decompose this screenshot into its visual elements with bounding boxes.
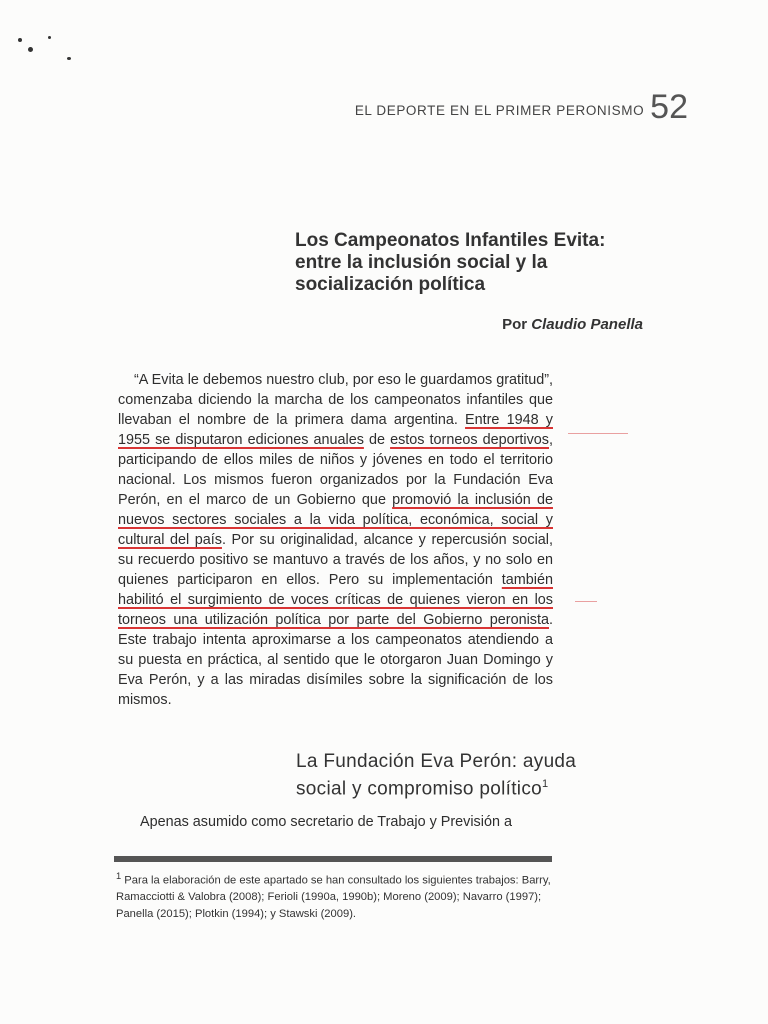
underlined-passage: también habilitó el surgimiento de voces críticas de quienes vieron en los torneos una utilización política por parte del Gobierno peronista bbox=[118, 572, 553, 628]
section-heading-text: La Fundación Eva Perón: ayuda social y compromiso político bbox=[296, 751, 577, 800]
margin-pen-mark bbox=[568, 433, 628, 434]
underlined-passage: Entre 1948 y 1955 se disputaron ediciones anuales bbox=[118, 412, 553, 448]
footnote-divider bbox=[114, 856, 552, 862]
byline bbox=[502, 316, 643, 333]
running-head bbox=[355, 90, 688, 124]
footnote bbox=[116, 868, 556, 922]
running-head-title: EL DEPORTE EN EL PRIMER PERONISMO bbox=[354, 103, 645, 118]
text-run: . Por su originalidad, alcance y repercusión social, su recuerdo positivo se mantuvo a través de los años, y no solo en quienes participaron en ellos. Pero su implementación bbox=[118, 532, 553, 588]
scan-speck bbox=[48, 36, 51, 39]
footnote-marker: 1 bbox=[116, 871, 122, 881]
author-name: Claudio Panella bbox=[531, 316, 643, 333]
intro-paragraph bbox=[118, 370, 553, 710]
section-paragraph: Apenas asumido como secretario de Trabajo y Previsión a bbox=[140, 814, 512, 830]
text-run: de bbox=[363, 432, 391, 448]
section-heading bbox=[296, 750, 596, 800]
footnote-text: Para la elaboración de este apartado se han consultado los siguientes trabajos: Barry, Ramacciotti & Valobra (2008); Ferioli (1990a, 1990b); Moreno (2009); Navarro (1997); Panella (2015); Plotkin (1994); y Stawski (2009). bbox=[116, 874, 551, 920]
footnote-reference[interactable]: 1 bbox=[541, 778, 549, 790]
text-run: “A Evita le debemos nuestro club, por eso le guardamos gratitud”, comenzaba diciendo la marcha de los campeonatos infantiles que llevaban el nombre de la primera dama argentina. bbox=[118, 372, 553, 428]
scan-speck bbox=[67, 57, 71, 60]
underlined-passage: promovió la inclusión de nuevos sectores sociales a la vida política, económica, social y cultural del país bbox=[118, 492, 553, 548]
scan-speck bbox=[28, 47, 33, 52]
scan-speck bbox=[18, 38, 22, 42]
text-run: . Este trabajo intenta aproximarse a los campeonatos atendiendo a su puesta en práctica, al sentido que le otorgaron Juan Domingo y Eva Perón, y a las miradas disímiles sobre la significación de los mismos. bbox=[118, 612, 553, 708]
margin-pen-mark bbox=[575, 601, 597, 602]
byline-prefix: Por bbox=[502, 316, 528, 333]
article-title: Los Campeonatos Infantiles Evita: entre la inclusión social y la socialización política bbox=[295, 230, 606, 295]
page-number: 52 bbox=[650, 88, 688, 126]
underlined-passage: estos torneos deportivos bbox=[390, 432, 549, 448]
text-run: , participando de ellos miles de niños y jóvenes en todo el territorio nacional. Los mismos fueron organizados por la Fundación Eva Perón, en el marco de un Gobierno que bbox=[118, 432, 553, 508]
